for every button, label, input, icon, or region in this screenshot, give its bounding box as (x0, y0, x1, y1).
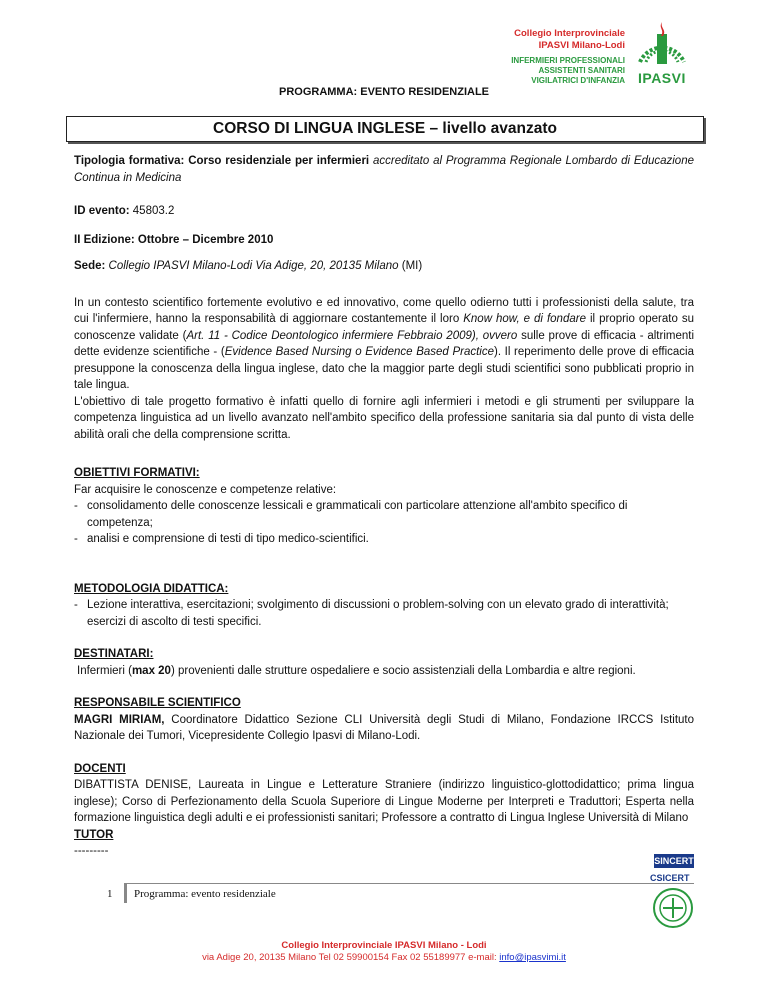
org-role-3: VIGILATRICI D'INFANZIA (531, 76, 625, 85)
list-item: - analisi e comprensione di testi di tipo medico-scientifici. (74, 533, 369, 545)
obiettivi-heading: OBIETTIVI FORMATIVI: (74, 467, 200, 479)
csicert-logo: CSICERT (650, 873, 690, 883)
responsabile-heading: RESPONSABILE SCIENTIFICO (74, 697, 241, 709)
tipologia-paragraph (74, 153, 694, 186)
ipasvi-logo-text: IPASVI (638, 70, 686, 86)
sede: Sede: Collegio IPASVI Milano-Lodi Via Adige, 20, 20135 Milano (MI) (74, 260, 423, 272)
list-item: - Lezione interattiva, esercitazioni; svolgimento di discussioni o problem-solving con un elevato grado di interattività; esercizi di ascolto di testi specifici. (74, 599, 669, 628)
org-header (511, 28, 625, 86)
id-evento: ID evento: 45803.2 (74, 205, 175, 217)
docenti-heading: DOCENTI (74, 762, 126, 775)
tipologia-label: Tipologia formativa: Corso residenziale per infermieri (74, 155, 370, 167)
metodologia-heading: METODOLOGIA DIDATTICA: (74, 582, 229, 595)
org-name-line2: IPASVI Milano-Lodi (538, 40, 625, 51)
footer-running-title: Programma: evento residenziale (134, 888, 276, 900)
tipologia-text: accreditato al Programma Regionale Lombardo di Educazione Continua in Medicina (74, 155, 694, 184)
org-role-1: INFERMIERI PROFESSIONALI (511, 56, 625, 65)
docenti-text: DIBATTISTA DENISE, Laureata in Lingue e Letterature Straniere (indirizzo linguistico-glottodidattico; prima lingua inglese); Corso di Perfezionamento della Scuola Superiore di Lingue Moderne per Interpreti e Traduttori; Esperta nella formazione linguistica degli adulti e ei professionisti sanitari; Professore a contratto di Lingua Inglese Università di Milano (74, 779, 694, 824)
document-subtitle: PROGRAMMA: EVENTO RESIDENZIALE (278, 86, 490, 98)
org-name-line1: Collegio Interprovinciale (514, 28, 625, 39)
page-number: 1 (107, 888, 113, 900)
tutor-value: --------- (74, 845, 109, 857)
obiettivi-lead: Far acquisire le conoscenze e competenze relative: (74, 483, 337, 496)
footer-contact (0, 940, 768, 964)
footer-address: via Adige 20, 20135 Milano Tel 02 59900154 Fax 02 55189977 e-mail: info@ipasvimi.it (202, 952, 566, 963)
responsabile-text: MAGRI MIRIAM, Coordinatore Didattico Sezione CLI Università degli Studi di Milano, Fondazione IRCCS Istituto Nazionale dei Tumori, Vicepresidente Collegio Ipasvi di Milano-Lodi. (74, 713, 695, 742)
destinatari-heading: DESTINATARI: (74, 648, 154, 660)
certification-seal-icon (651, 886, 695, 936)
footer-bar (124, 883, 127, 903)
destinatari-text: Infermieri (max 20) provenienti dalle strutture ospedaliere e socio assistenziali della Lombardia e altre regioni. (77, 664, 636, 677)
document-body (74, 153, 694, 860)
email-link[interactable]: info@ipasvimi.it (499, 952, 566, 963)
intro-paragraph-1: In un contesto scientifico fortemente evolutivo e ed innovativo, come quello odierno tutti i professionisti della salute, tra cui l'infermiere, hanno la responsabilità di aggiornare costantemente il loro Know how, e di fondare il proprio operato su conoscenze validate (Art. 11 - Codice Deontologico infermiere Febbraio 2009), ovvero sulle prove di efficacia - altrimenti dette evidenze scientifiche - (Evidence Based Nursing o Evidence Based Practice). Il reperimento delle prove di efficacia presuppone la conoscenza della lingua inglese, dato che la maggior parte degli studi scientifici sono pubblicati proprio in tale lingua. (74, 296, 695, 391)
edizione: II Edizione: Ottobre – Dicembre 2010 (74, 233, 274, 246)
sincert-logo: SINCERT (654, 856, 694, 866)
list-item: - consolidamento delle conoscenze lessicali e grammaticali con particolare attenzione all'ambito specifico di competenza; (74, 500, 628, 529)
footer-rule (124, 883, 694, 884)
intro-paragraph-2: L'obiettivo di tale progetto formativo è infatti quello di fornire agli infermieri i metodi e gli strumenti per sviluppare la competenza linguistica ad un livello avanzato nell'ambito specifico della professione sanitaria sia dal punto di vista delle abilità orali che della comprensione scritta. (74, 395, 694, 441)
course-title: CORSO DI LINGUA INGLESE – livello avanzato (66, 116, 704, 142)
org-role-2: ASSISTENTI SANITARI (538, 66, 625, 75)
footer-org: Collegio Interprovinciale IPASVI Milano - Lodi (281, 940, 487, 951)
tutor-heading: TUTOR (74, 828, 114, 841)
